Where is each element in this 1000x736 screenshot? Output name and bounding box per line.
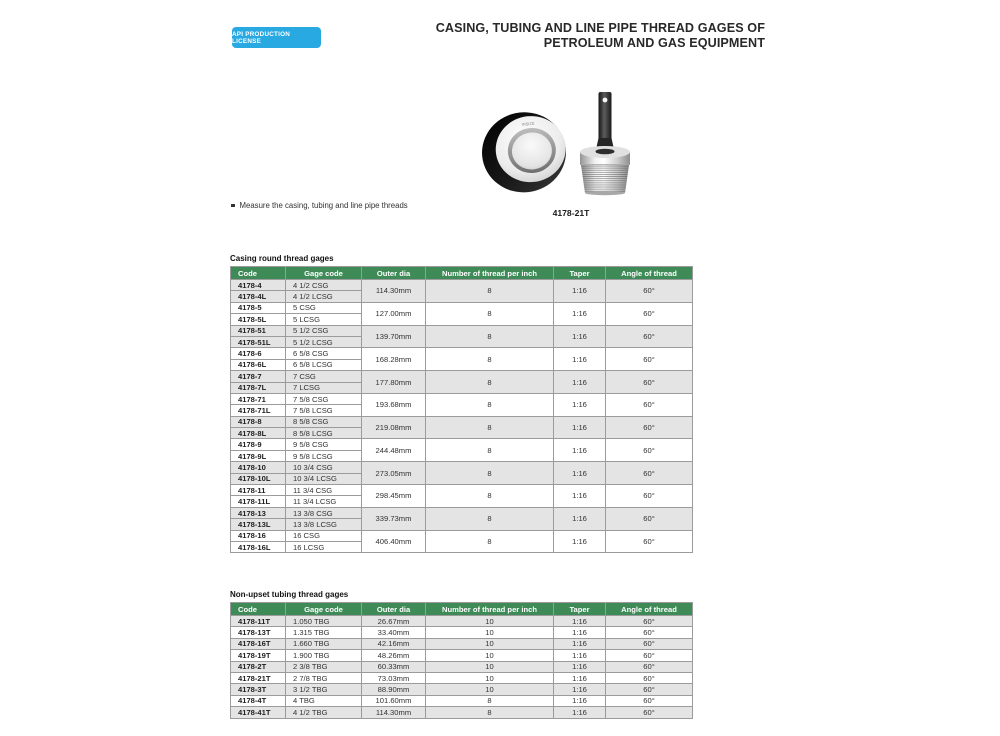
column-header: Code (231, 267, 286, 280)
table-row (231, 439, 693, 450)
cell-taper: 1:16 (554, 280, 606, 303)
cell-gage-code: 9 5/8 LCSG (286, 450, 362, 461)
cell-gage-code: 1.660 TBG (286, 638, 362, 649)
cell-outer-dia: 42.16mm (362, 638, 426, 649)
cell-gage-code: 4 1/2 TBG (286, 707, 362, 718)
cell-code: 4178-41T (231, 707, 286, 718)
cell-threads-per-inch: 8 (426, 302, 554, 325)
cell-gage-code: 7 LCSG (286, 382, 362, 393)
table-title: Casing round thread gages (230, 254, 334, 263)
cell-outer-dia: 127.00mm (362, 302, 426, 325)
cell-threads-per-inch: 8 (426, 393, 554, 416)
cell-gage-code: 7 5/8 CSG (286, 393, 362, 404)
table-row (231, 627, 693, 638)
column-header: Number of thread per inch (426, 603, 554, 616)
cell-gage-code: 13 3/8 CSG (286, 507, 362, 518)
cell-threads-per-inch: 8 (426, 462, 554, 485)
cell-taper: 1:16 (554, 650, 606, 661)
cell-code: 4178-71L (231, 405, 286, 416)
cell-gage-code: 11 3/4 LCSG (286, 496, 362, 507)
table-row (231, 302, 693, 313)
cell-angle-of-thread: 60° (606, 325, 693, 348)
table-row (231, 462, 693, 473)
cell-angle-of-thread: 60° (606, 393, 693, 416)
cell-code: 4178-4 (231, 280, 286, 291)
cell-code: 4178-7L (231, 382, 286, 393)
table-row (231, 485, 693, 496)
cell-taper: 1:16 (554, 530, 606, 553)
cell-outer-dia: 114.30mm (362, 707, 426, 718)
table-row (231, 638, 693, 649)
cell-taper: 1:16 (554, 485, 606, 508)
table-row (231, 371, 693, 382)
cell-code: 4178-9L (231, 450, 286, 461)
cell-threads-per-inch: 8 (426, 348, 554, 371)
cell-outer-dia: 177.80mm (362, 371, 426, 394)
cell-code: 4178-8 (231, 416, 286, 427)
cell-angle-of-thread: 60° (606, 684, 693, 695)
cell-gage-code: 10 3/4 LCSG (286, 473, 362, 484)
brand-mark: INSIZE (521, 120, 535, 127)
cell-threads-per-inch: 8 (426, 507, 554, 530)
cell-gage-code: 8 5/8 CSG (286, 416, 362, 427)
table-row (231, 280, 693, 291)
table-row (231, 416, 693, 427)
cell-code: 4178-13 (231, 507, 286, 518)
table-title: Non-upset tubing thread gages (230, 590, 349, 599)
cell-angle-of-thread: 60° (606, 650, 693, 661)
cell-angle-of-thread: 60° (606, 280, 693, 303)
page-title-line2: PETROLEUM AND GAS EQUIPMENT (543, 35, 765, 50)
casing-gages-section (230, 254, 692, 553)
cell-angle-of-thread: 60° (606, 661, 693, 672)
cell-angle-of-thread: 60° (606, 462, 693, 485)
api-production-license-badge (232, 27, 321, 48)
cell-threads-per-inch: 10 (426, 638, 554, 649)
column-header: Number of thread per inch (426, 267, 554, 280)
table-row (231, 672, 693, 683)
cell-threads-per-inch: 8 (426, 416, 554, 439)
header-row (231, 603, 693, 616)
table-row (231, 684, 693, 695)
cell-gage-code: 6 5/8 CSG (286, 348, 362, 359)
cell-outer-dia: 48.26mm (362, 650, 426, 661)
cell-threads-per-inch: 10 (426, 650, 554, 661)
product-model-label: 4178-21T (552, 208, 590, 218)
table-row (231, 325, 693, 336)
cell-code: 4178-16T (231, 638, 286, 649)
casing-gages-table (230, 266, 693, 553)
cell-angle-of-thread: 60° (606, 707, 693, 718)
cell-gage-code: 1.050 TBG (286, 616, 362, 627)
cell-angle-of-thread: 60° (606, 530, 693, 553)
cell-code: 4178-5L (231, 314, 286, 325)
cell-outer-dia: 26.67mm (362, 616, 426, 627)
square-bullet-icon (231, 204, 235, 208)
feature-text: Measure the casing, tubing and line pipe threads (239, 201, 408, 210)
column-header: Gage code (286, 267, 362, 280)
plug-gage-image (578, 90, 632, 198)
cell-gage-code: 16 CSG (286, 530, 362, 541)
cell-gage-code: 10 3/4 CSG (286, 462, 362, 473)
cell-code: 4178-13L (231, 519, 286, 530)
cell-taper: 1:16 (554, 507, 606, 530)
cell-gage-code: 4 1/2 LCSG (286, 291, 362, 302)
cell-gage-code: 5 1/2 LCSG (286, 336, 362, 347)
cell-gage-code: 7 CSG (286, 371, 362, 382)
cell-gage-code: 8 5/8 LCSG (286, 428, 362, 439)
cell-angle-of-thread: 60° (606, 507, 693, 530)
cell-threads-per-inch: 10 (426, 684, 554, 695)
cell-taper: 1:16 (554, 302, 606, 325)
cell-gage-code: 13 3/8 LCSG (286, 519, 362, 530)
cell-threads-per-inch: 8 (426, 695, 554, 706)
cell-threads-per-inch: 8 (426, 325, 554, 348)
cell-code: 4178-51 (231, 325, 286, 336)
badge-label: API PRODUCTION LICENSE (232, 30, 291, 45)
cell-taper: 1:16 (554, 707, 606, 718)
cell-code: 4178-10L (231, 473, 286, 484)
cell-angle-of-thread: 60° (606, 627, 693, 638)
cell-taper: 1:16 (554, 325, 606, 348)
table-row (231, 695, 693, 706)
cell-code: 4178-4L (231, 291, 286, 302)
cell-threads-per-inch: 8 (426, 371, 554, 394)
cell-gage-code: 2 7/8 TBG (286, 672, 362, 683)
cell-code: 4178-9 (231, 439, 286, 450)
cell-code: 4178-8L (231, 428, 286, 439)
cell-threads-per-inch: 8 (426, 439, 554, 462)
cell-gage-code: 11 3/4 CSG (286, 485, 362, 496)
cell-outer-dia: 139.70mm (362, 325, 426, 348)
cell-code: 4178-16 (231, 530, 286, 541)
cell-outer-dia: 114.30mm (362, 280, 426, 303)
cell-taper: 1:16 (554, 684, 606, 695)
cell-angle-of-thread: 60° (606, 616, 693, 627)
cell-code: 4178-11T (231, 616, 286, 627)
cell-taper: 1:16 (554, 616, 606, 627)
table-row (231, 393, 693, 404)
cell-taper: 1:16 (554, 638, 606, 649)
cell-gage-code: 1.900 TBG (286, 650, 362, 661)
cell-gage-code: 1.315 TBG (286, 627, 362, 638)
cell-code: 4178-11L (231, 496, 286, 507)
cell-code: 4178-51L (231, 336, 286, 347)
column-header: Outer dia (362, 267, 426, 280)
table-row (231, 507, 693, 518)
cell-outer-dia: 88.90mm (362, 684, 426, 695)
cell-gage-code: 6 5/8 LCSG (286, 359, 362, 370)
column-header: Outer dia (362, 603, 426, 616)
cell-code: 4178-5 (231, 302, 286, 313)
column-header: Angle of thread (606, 267, 693, 280)
cell-gage-code: 3 1/2 TBG (286, 684, 362, 695)
table-row (231, 616, 693, 627)
cell-threads-per-inch: 10 (426, 661, 554, 672)
cell-taper: 1:16 (554, 348, 606, 371)
cell-code: 4178-13T (231, 627, 286, 638)
cell-taper: 1:16 (554, 416, 606, 439)
cell-gage-code: 5 LCSG (286, 314, 362, 325)
cell-taper: 1:16 (554, 661, 606, 672)
cell-code: 4178-2T (231, 661, 286, 672)
cell-angle-of-thread: 60° (606, 485, 693, 508)
cell-angle-of-thread: 60° (606, 695, 693, 706)
cell-angle-of-thread: 60° (606, 416, 693, 439)
cell-gage-code: 4 TBG (286, 695, 362, 706)
column-header: Taper (554, 267, 606, 280)
column-header: Gage code (286, 603, 362, 616)
cell-threads-per-inch: 10 (426, 616, 554, 627)
column-header: Angle of thread (606, 603, 693, 616)
cell-code: 4178-6L (231, 359, 286, 370)
cell-code: 4178-4T (231, 695, 286, 706)
cell-taper: 1:16 (554, 439, 606, 462)
cell-outer-dia: 406.40mm (362, 530, 426, 553)
cell-gage-code: 2 3/8 TBG (286, 661, 362, 672)
cell-taper: 1:16 (554, 462, 606, 485)
cell-angle-of-thread: 60° (606, 638, 693, 649)
cell-gage-code: 7 5/8 LCSG (286, 405, 362, 416)
cell-outer-dia: 339.73mm (362, 507, 426, 530)
ring-gage-image (482, 110, 572, 194)
feature-bullet-line (231, 201, 408, 210)
cell-outer-dia: 73.03mm (362, 672, 426, 683)
cell-angle-of-thread: 60° (606, 348, 693, 371)
cell-outer-dia: 33.40mm (362, 627, 426, 638)
column-header: Code (231, 603, 286, 616)
tubing-gages-section (230, 590, 692, 719)
table-row (231, 650, 693, 661)
cell-threads-per-inch: 8 (426, 707, 554, 718)
cell-code: 4178-71 (231, 393, 286, 404)
page-title-line1: CASING, TUBING AND LINE PIPE THREAD GAGES OF (435, 21, 765, 35)
cell-angle-of-thread: 60° (606, 672, 693, 683)
table-row (231, 661, 693, 672)
cell-taper: 1:16 (554, 695, 606, 706)
cell-angle-of-thread: 60° (606, 439, 693, 462)
cell-angle-of-thread: 60° (606, 371, 693, 394)
cell-code: 4178-19T (231, 650, 286, 661)
cell-gage-code: 5 CSG (286, 302, 362, 313)
cell-outer-dia: 244.48mm (362, 439, 426, 462)
page-title (345, 21, 765, 50)
table-row (231, 707, 693, 718)
cell-taper: 1:16 (554, 371, 606, 394)
cell-code: 4178-7 (231, 371, 286, 382)
cell-code: 4178-21T (231, 672, 286, 683)
cell-outer-dia: 273.05mm (362, 462, 426, 485)
cell-code: 4178-6 (231, 348, 286, 359)
cell-outer-dia: 101.60mm (362, 695, 426, 706)
cell-code: 4178-16L (231, 541, 286, 552)
cell-taper: 1:16 (554, 672, 606, 683)
cell-taper: 1:16 (554, 393, 606, 416)
cell-threads-per-inch: 8 (426, 530, 554, 553)
cell-threads-per-inch: 8 (426, 485, 554, 508)
table-row (231, 348, 693, 359)
cell-code: 4178-10 (231, 462, 286, 473)
tubing-gages-table (230, 602, 693, 719)
table-row (231, 530, 693, 541)
cell-threads-per-inch: 10 (426, 672, 554, 683)
cell-outer-dia: 193.68mm (362, 393, 426, 416)
header-row (231, 267, 693, 280)
cell-code: 4178-3T (231, 684, 286, 695)
cell-gage-code: 16 LCSG (286, 541, 362, 552)
column-header: Taper (554, 603, 606, 616)
cell-taper: 1:16 (554, 627, 606, 638)
cell-outer-dia: 219.08mm (362, 416, 426, 439)
cell-code: 4178-11 (231, 485, 286, 496)
cell-threads-per-inch: 10 (426, 627, 554, 638)
cell-gage-code: 4 1/2 CSG (286, 280, 362, 291)
cell-outer-dia: 60.33mm (362, 661, 426, 672)
cell-threads-per-inch: 8 (426, 280, 554, 303)
cell-outer-dia: 298.45mm (362, 485, 426, 508)
cell-angle-of-thread: 60° (606, 302, 693, 325)
cell-gage-code: 9 5/8 CSG (286, 439, 362, 450)
cell-gage-code: 5 1/2 CSG (286, 325, 362, 336)
cell-outer-dia: 168.28mm (362, 348, 426, 371)
